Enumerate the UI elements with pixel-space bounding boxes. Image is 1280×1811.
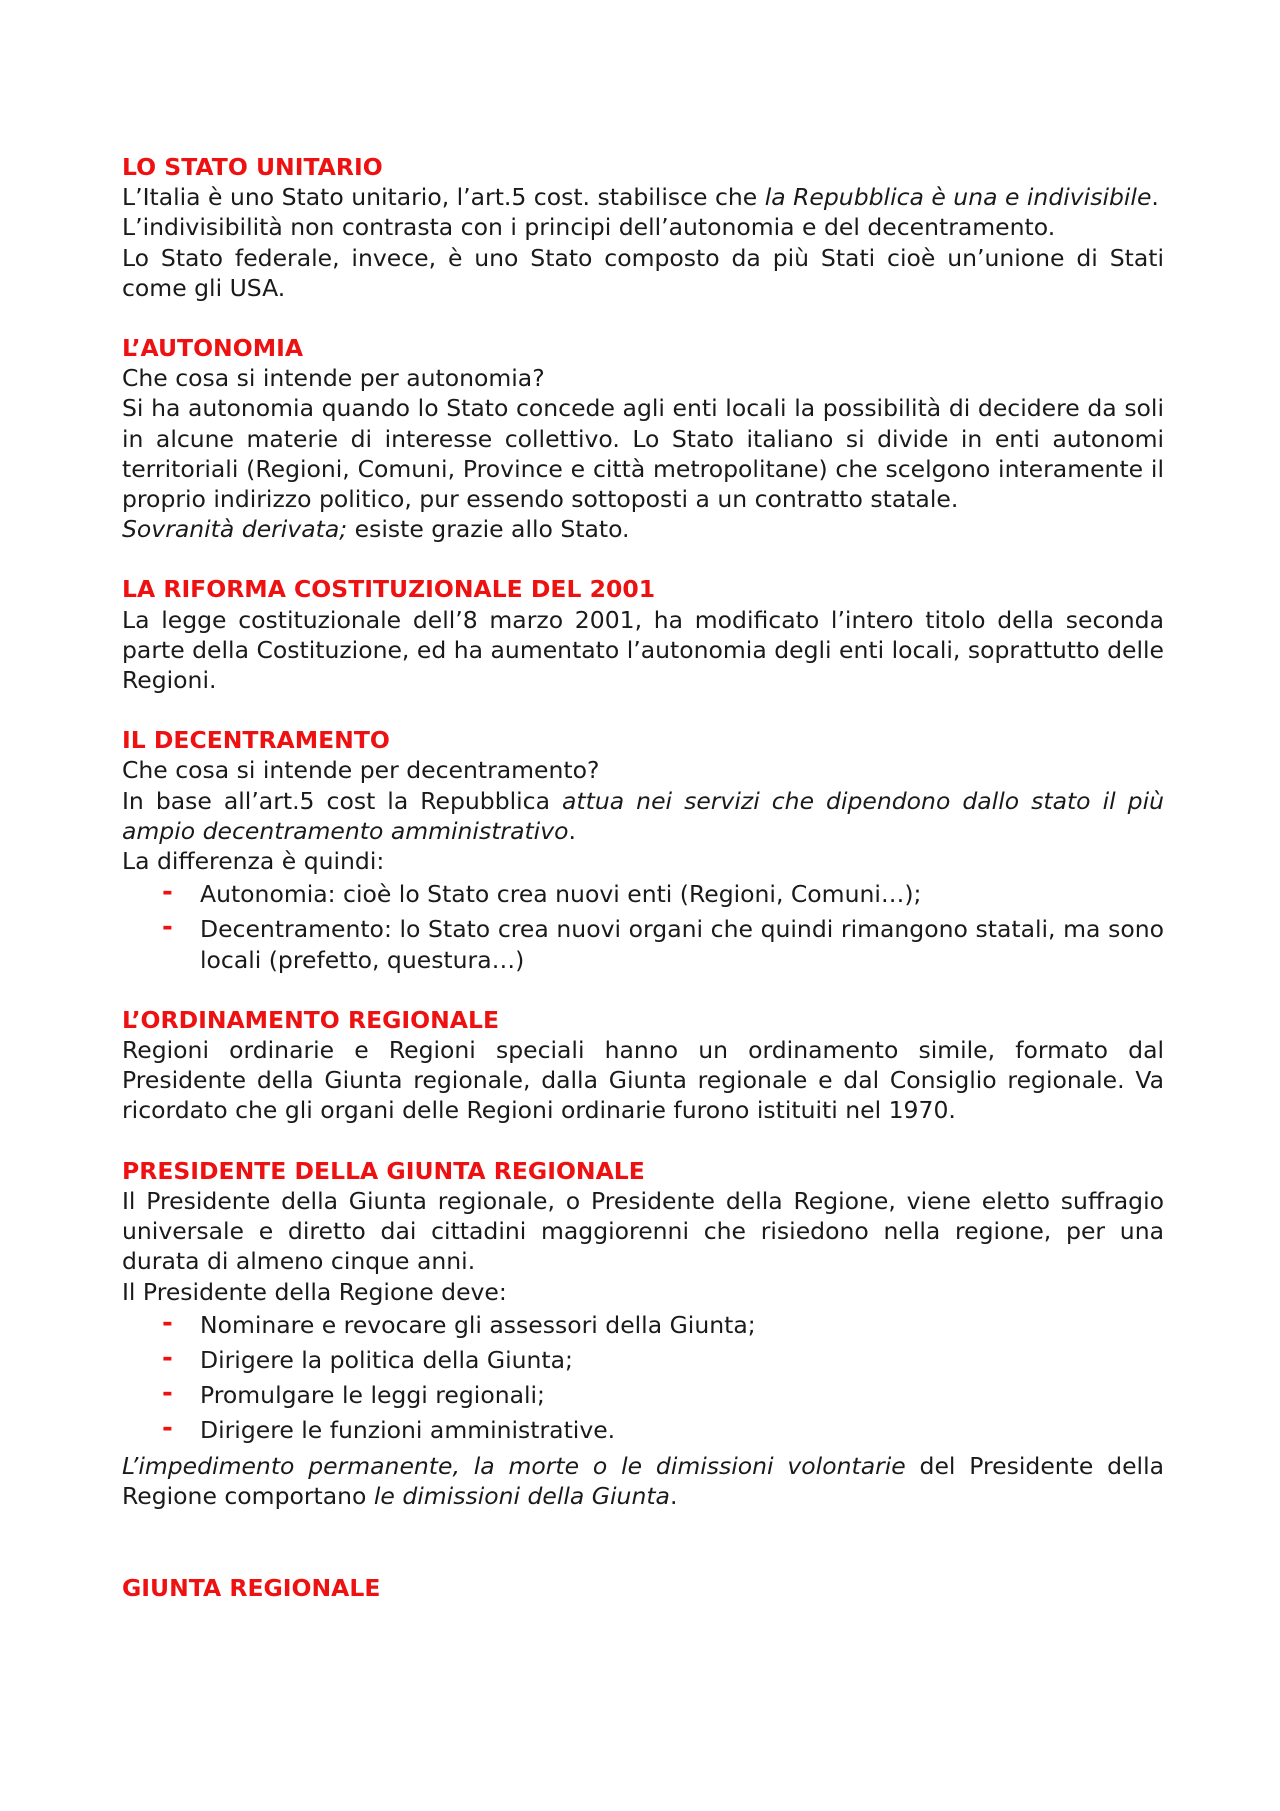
dash-bullet-icon: -	[162, 912, 173, 943]
list-item-text: Nominare e revocare gli assessori della Giunta;	[200, 1310, 756, 1339]
list-item-text: Dirigere la politica della Giunta;	[200, 1345, 573, 1374]
heading-stato-unitario: LO STATO UNITARIO	[122, 153, 383, 181]
heading-riforma: LA RIFORMA COSTITUZIONALE DEL 2001	[122, 575, 656, 604]
list-item-text: Dirigere le funzioni amministrative.	[200, 1416, 616, 1445]
heading-presidente: PRESIDENTE DELLA GIUNTA REGIONALE	[122, 1156, 645, 1185]
text: L’Italia è uno Stato unitario, l’art.5 cost. stabilisce che	[122, 183, 765, 212]
dash-bullet-icon: -	[162, 877, 173, 908]
italic-text: attua nei servizi che dipendono dallo stato il più ampio decentramento amministrativo	[122, 786, 1164, 845]
heading-autonomia: L’AUTONOMIA	[122, 334, 304, 363]
list-item	[122, 879, 1164, 909]
heading-ordinamento: L’ORDINAMENTO REGIONALE	[122, 1005, 500, 1034]
list-item	[122, 1342, 1164, 1375]
paragraph: La legge costituzionale dell’8 marzo 2001, ha modificato l’intero titolo della seconda parte della Costituzione, ed ha aumentato l’autonomia degli enti locali, soprattutto delle Regioni.	[122, 605, 1164, 695]
section-presidente	[122, 1156, 1164, 1511]
text: del Presidente della Regione comportano	[122, 1451, 1164, 1510]
heading-giunta: GIUNTA REGIONALE	[122, 1573, 381, 1602]
list-item	[122, 1307, 1164, 1340]
dash-bullet-icon: -	[162, 1307, 173, 1338]
paragraph: La differenza è quindi:	[122, 847, 385, 876]
text: .	[669, 1481, 678, 1510]
paragraph	[122, 1451, 1164, 1511]
dash-bullet-icon: -	[162, 1342, 173, 1373]
section-giunta	[122, 1573, 1164, 1603]
section-stato-unitario	[122, 152, 1164, 303]
italic-text: la Repubblica è una e indivisibile	[764, 183, 1152, 212]
paragraph: Si ha autonomia quando lo Stato concede agli enti locali la possibilità di decidere da soli in alcune materie di interesse collettivo. Lo Stato italiano si divide in enti autonomi territoriali (Regioni, Comuni, Province e città metropolitane) che scelgono interamente il proprio indirizzo politico, pur essendo sottoposti a un contratto statale.	[122, 394, 1164, 514]
text: esiste grazie allo Stato.	[347, 515, 630, 544]
document-page	[122, 152, 1164, 1633]
paragraph: Lo Stato federale, invece, è uno Stato composto da più Stati cioè un’unione di Stati come gli USA.	[122, 243, 1164, 302]
bullet-list	[122, 1307, 1164, 1446]
dash-bullet-icon: -	[162, 1378, 173, 1409]
paragraph: Il Presidente della Giunta regionale, o Presidente della Regione, viene eletto suffragio universale e diretto dai cittadini maggiorenni che risiedono nella regione, per una durata di almeno cinque anni.	[122, 1186, 1164, 1276]
text: .	[1151, 183, 1159, 212]
bullet-list	[122, 879, 1164, 975]
list-item-text: Autonomia: cioè lo Stato crea nuovi enti (Regioni, Comuni…);	[200, 880, 922, 909]
list-item	[122, 1380, 1164, 1410]
paragraph: Il Presidente della Regione deve:	[122, 1277, 507, 1306]
question: Che cosa si intende per autonomia?	[122, 364, 545, 393]
text: In base all’art.5 cost la Repubblica	[122, 786, 563, 815]
paragraph: L’indivisibilità non contrasta con i principi dell’autonomia e del decentramento.	[122, 213, 1056, 242]
paragraph	[122, 514, 1164, 544]
italic-text: le dimissioni della Giunta	[373, 1481, 670, 1510]
dash-bullet-icon: -	[162, 1413, 173, 1444]
section-riforma	[122, 574, 1164, 695]
section-ordinamento	[122, 1005, 1164, 1126]
italic-text: L’impedimento permanente, la morte o le dimissioni volontarie	[122, 1451, 906, 1480]
italic-text: Sovranità derivata;	[122, 515, 348, 544]
list-item-text: Decentramento: lo Stato crea nuovi organi che quindi rimangono statali, ma sono locali (prefetto, questura…)	[200, 915, 1164, 974]
heading-decentramento: IL DECENTRAMENTO	[122, 726, 390, 755]
paragraph	[122, 786, 1164, 846]
list-item	[122, 914, 1164, 974]
list-item	[122, 1415, 1164, 1445]
section-autonomia	[122, 333, 1164, 544]
paragraph	[122, 182, 1164, 212]
list-item-text: Promulgare le leggi regionali;	[200, 1381, 545, 1410]
section-decentramento	[122, 725, 1164, 975]
paragraph: Regioni ordinarie e Regioni speciali hanno un ordinamento simile, formato dal Presidente della Giunta regionale, dalla Giunta regionale e dal Consiglio regionale. Va ricordato che gli organi delle Regioni ordinarie furono istituiti nel 1970.	[122, 1036, 1164, 1125]
question: Che cosa si intende per decentramento?	[122, 756, 600, 785]
text: .	[568, 816, 576, 845]
